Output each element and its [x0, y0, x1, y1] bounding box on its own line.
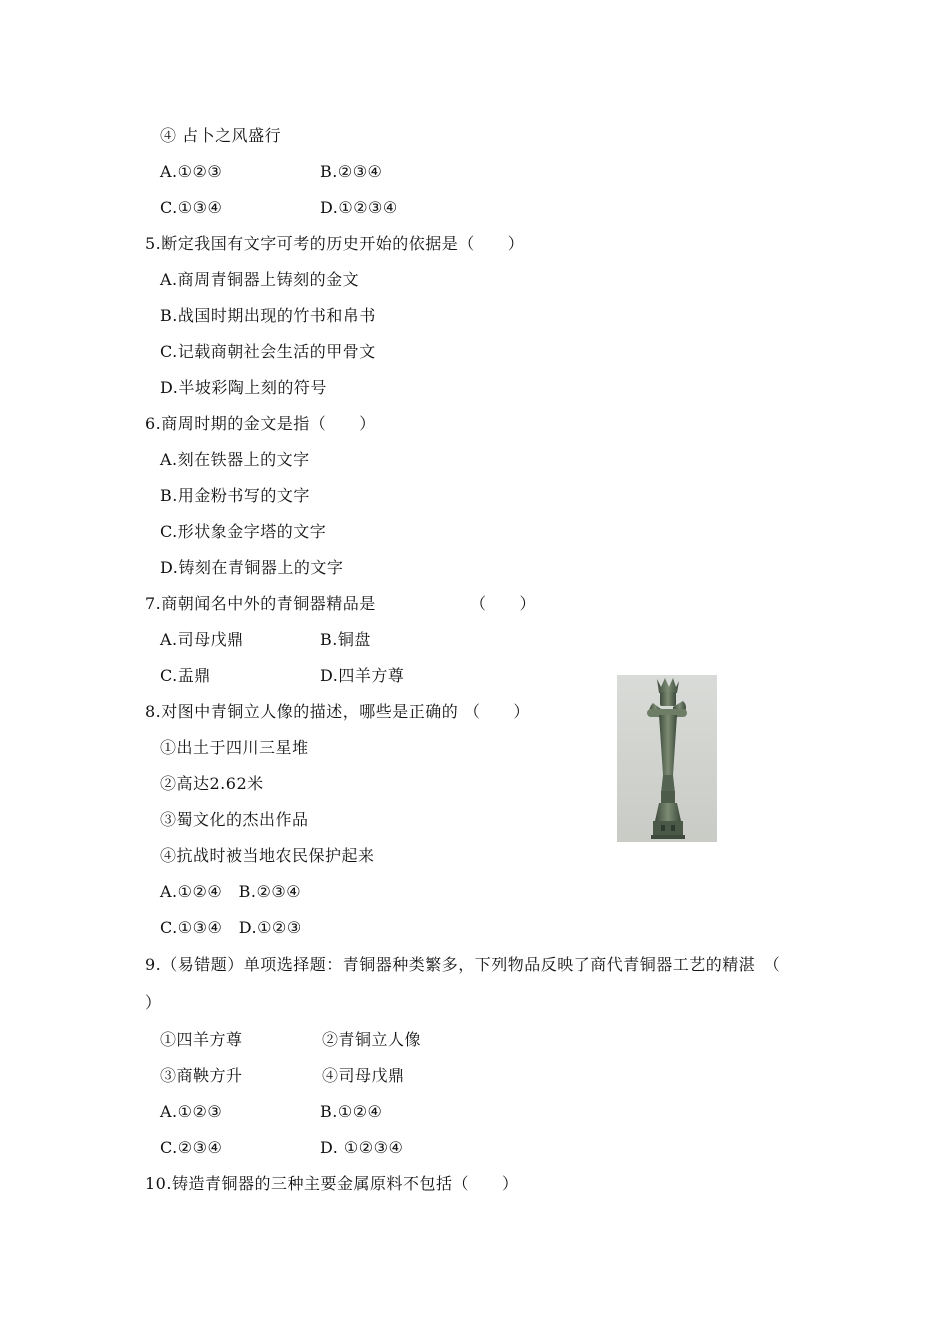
question-5: 5.断定我国有文字可考的历史开始的依据是（ ） [145, 234, 525, 253]
q5-option-b: B.战国时期出现的竹书和帛书 [160, 306, 376, 325]
q8-item-1: ①出土于四川三星堆 [160, 738, 309, 757]
question-6: 6.商周时期的金文是指（ ） [145, 414, 376, 433]
q6-option-d: D.铸刻在青铜器上的文字 [160, 558, 344, 577]
q9-item-1: ①四羊方尊 [160, 1030, 243, 1049]
option-b: B.②③④ [320, 162, 383, 181]
question-9: 9.（易错题）单项选择题：青铜器种类繁多，下列物品反映了商代青铜器工艺的精湛 （ [145, 955, 781, 974]
q7-option-d: D.四羊方尊 [320, 666, 405, 685]
q6-option-c: C.形状象金字塔的文字 [160, 522, 327, 541]
q5-option-c: C.记载商朝社会生活的甲骨文 [160, 342, 376, 361]
q9-item-3: ③商鞅方升 [160, 1066, 243, 1085]
q7-option-a: A.司母戊鼎 [160, 630, 244, 649]
q9-option-b: B.①②④ [320, 1102, 383, 1121]
bronze-standing-figure-image [617, 675, 717, 842]
q8-item-2: ②高达2.62米 [160, 774, 264, 793]
option-c: C.①③④ [160, 198, 223, 217]
question-10: 10.铸造青铜器的三种主要金属原料不包括（ ） [145, 1174, 519, 1193]
q9-item-2: ②青铜立人像 [322, 1030, 422, 1049]
q5-option-a: A.商周青铜器上铸刻的金文 [160, 270, 360, 289]
q5-option-d: D.半坡彩陶上刻的符号 [160, 378, 327, 397]
q8-item-3: ③蜀文化的杰出作品 [160, 810, 309, 829]
q9-option-a: A.①②③ [160, 1102, 223, 1121]
q8-options-cd: C.①③④ D.①②③ [160, 918, 302, 937]
q9-option-c: C.②③④ [160, 1138, 223, 1157]
question-7: 7.商朝闻名中外的青铜器精品是 [145, 594, 376, 613]
q7-option-b: B.铜盘 [320, 630, 371, 649]
q7-option-c: C.盂鼎 [160, 666, 211, 685]
question-9-end: ） [145, 993, 162, 1012]
q8-options-ab: A.①②④ B.②③④ [160, 882, 302, 901]
q6-option-a: A.刻在铁器上的文字 [160, 450, 310, 469]
q6-option-b: B.用金粉书写的文字 [160, 486, 310, 505]
option-a: A.①②③ [160, 162, 223, 181]
q7-answer-paren: （ ） [470, 594, 537, 613]
question-8: 8.对图中青铜立人像的描述，哪些是正确的 （ ） [145, 702, 530, 721]
q9-item-4: ④司母戊鼎 [322, 1066, 405, 1085]
q9-option-d: D. ①②③④ [320, 1138, 404, 1157]
q8-item-4: ④抗战时被当地农民保护起来 [160, 846, 375, 865]
option-d: D.①②③④ [320, 198, 398, 217]
option-item-4: ④ 占卜之风盛行 [160, 126, 282, 145]
